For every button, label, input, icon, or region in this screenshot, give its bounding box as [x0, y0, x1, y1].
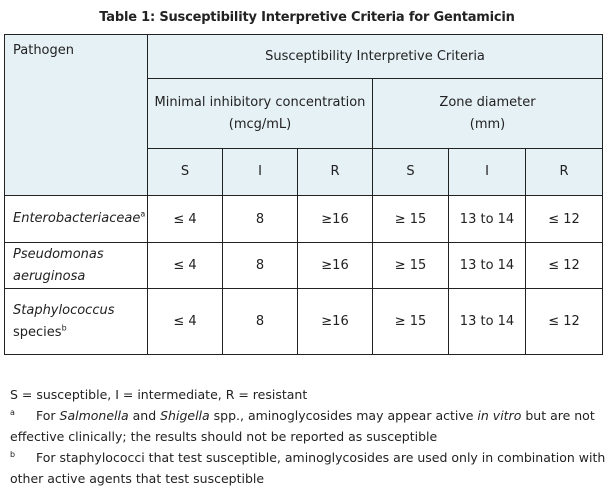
footnote-a-salmonella: Salmonella	[59, 408, 129, 423]
mic-i-cell: 8	[223, 196, 298, 243]
footnote-a-text: spp., aminoglycosides may appear active	[209, 408, 478, 423]
footnote-b-mark: b	[10, 450, 16, 459]
mic-header	[148, 79, 373, 149]
footnote-ref: b	[61, 323, 67, 333]
pathogen-name: Enterobacteriaceae	[13, 211, 141, 226]
mic-r-cell: ≥16	[298, 289, 373, 355]
col-header-zone-i: I	[449, 149, 526, 196]
mic-i-cell: 8	[223, 243, 298, 289]
col-header-zone-s: S	[373, 149, 449, 196]
zone-header-unit: (mm)	[469, 116, 506, 132]
footnote-a-text: but are not effective clinically; the results should not be reported as susceptible	[10, 408, 595, 444]
footnote-ref: a	[140, 209, 146, 219]
mic-header-unit: (mcg/mL)	[228, 116, 292, 132]
zone-header	[373, 79, 603, 149]
pathogen-header: Pathogen	[5, 35, 148, 196]
mic-s-cell: ≤ 4	[148, 196, 223, 243]
zone-i-cell: 13 to 14	[449, 196, 526, 243]
zone-header-line1: Zone diameter	[439, 94, 536, 110]
zone-r-cell: ≤ 12	[526, 243, 603, 289]
zone-s-cell: ≥ 15	[373, 289, 449, 355]
pathogen-name-line2: species	[13, 324, 62, 340]
footnote-a	[10, 405, 606, 447]
zone-r-cell: ≤ 12	[526, 196, 603, 243]
pathogen-name-line1: Pseudomonas	[13, 246, 104, 262]
mic-s-cell: ≤ 4	[148, 243, 223, 289]
zone-s-cell: ≥ 15	[373, 243, 449, 289]
mic-i-cell: 8	[223, 289, 298, 355]
table-notes	[10, 384, 606, 489]
zone-s-cell: ≥ 15	[373, 196, 449, 243]
footnote-a-text: For	[36, 408, 60, 423]
col-header-mic-s: S	[148, 149, 223, 196]
pathogen-cell	[5, 243, 148, 289]
table-row	[5, 196, 603, 243]
mic-r-cell: ≥16	[298, 196, 373, 243]
footnote-a-in-vitro: in vitro	[477, 408, 522, 423]
footnote-b-text: For staphylococci that test susceptible, aminoglycosides are used only in combination with other active agents that test susceptible	[10, 450, 606, 486]
footnote-a-mark: a	[10, 408, 15, 417]
pathogen-cell	[5, 196, 148, 243]
footnote-a-shigella: Shigella	[160, 408, 210, 423]
zone-r-cell: ≤ 12	[526, 289, 603, 355]
susceptibility-table	[4, 34, 603, 355]
col-header-mic-r: R	[298, 149, 373, 196]
pathogen-name-line1: Staphylococcus	[13, 302, 115, 318]
table-caption: Table 1: Susceptibility Interpretive Criteria for Gentamicin	[99, 10, 515, 25]
mic-header-line1: Minimal inhibitory concentration	[154, 94, 366, 110]
footnote-a-text: and	[128, 408, 161, 423]
zone-i-cell: 13 to 14	[449, 289, 526, 355]
mic-s-cell: ≤ 4	[148, 289, 223, 355]
table-row	[5, 289, 603, 355]
abbreviation-legend: S = susceptible, I = intermediate, R = resistant	[10, 387, 308, 402]
table-row	[5, 243, 603, 289]
col-header-zone-r: R	[526, 149, 603, 196]
col-header-mic-i: I	[223, 149, 298, 196]
mic-r-cell: ≥16	[298, 243, 373, 289]
footnote-b	[10, 447, 606, 489]
criteria-header: Susceptibility Interpretive Criteria	[148, 35, 603, 79]
pathogen-cell	[5, 289, 148, 355]
pathogen-name-line2: aeruginosa	[13, 268, 86, 284]
zone-i-cell: 13 to 14	[449, 243, 526, 289]
